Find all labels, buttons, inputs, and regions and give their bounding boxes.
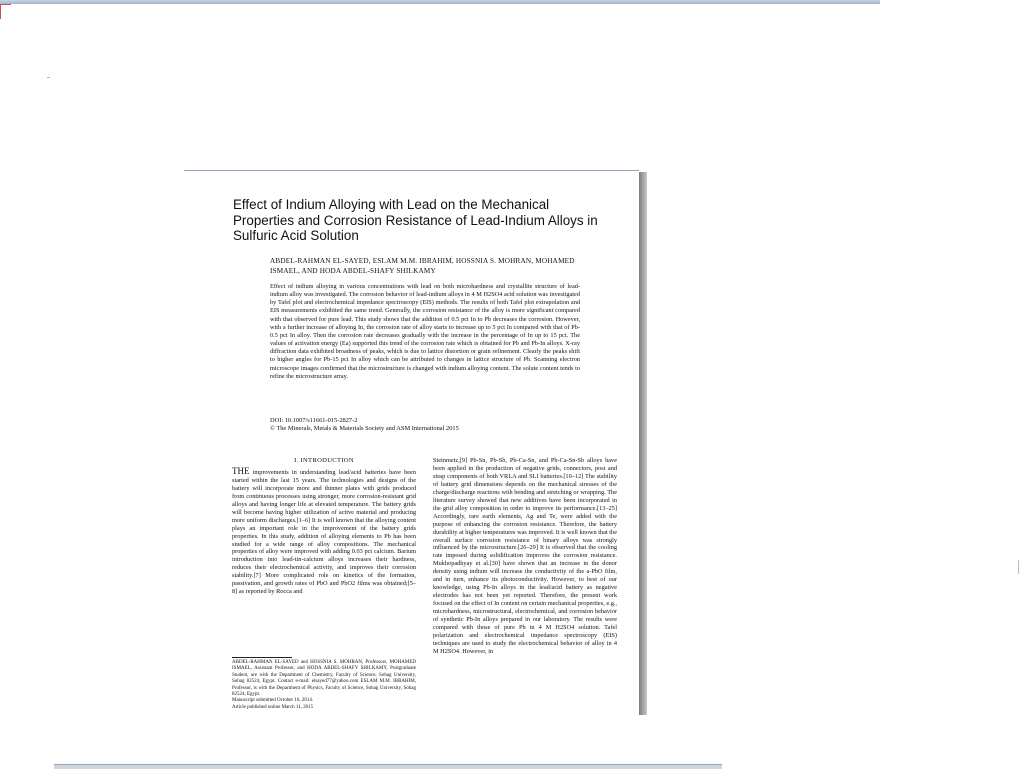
doi-block [270, 417, 590, 434]
affiliation-note: ABDEL-RAHMAN EL-SAYED and HOSSNIA S. MOHRAN, Professors, MOHAMED ISMAEL, Assistant Professor, and HODA ABDEL-SHAFY SHILKAMY, Postgraduate Student, are with the Department of Chemistry, Faculty of Science, Sohag University, Sohag 82524, Egypt. Contact e-mail: elsayed77@yahoo.com ESLAM M.M. IBRAHIM, Professor, is with the Department of Physics, Faculty of Science, Sohag University, Sohag 82524, Egypt. [232, 660, 416, 698]
right-column [433, 457, 617, 656]
viewer-bottom-scrollbar[interactable] [54, 764, 722, 769]
viewer-top-bar [0, 0, 880, 4]
dropcap: THE [232, 465, 250, 476]
left-column [232, 457, 416, 596]
paper-title: Effect of Indium Alloying with Lead on the Mechanical Properties and Corrosion Resistance of Lead-Indium Alloys in Sulfuric Acid Solution [233, 197, 598, 243]
page-shadow [639, 172, 647, 715]
section-heading: I. INTRODUCTION [294, 457, 354, 464]
doi: DOI: 10.1007/s11661-015-2827-2 [270, 417, 358, 424]
corner-mark [0, 4, 11, 19]
footnote-rule [232, 657, 292, 658]
intro-text-right: Steinmetz,[9] Pb-Sn, Pb-Sb, Pb-Ca-Sn, and Pb-Ca-Sn-Sb alloys have been applied in the production of negative grids, connectors, post and strap components of both VRLA and SLI batteries.[10–12] The stability of battery grid dimensions depends on the mechanical stresses of the charge/discharge reactions with bending and stretching or wrapping. The literature survey showed that new additives have been incorporated in the grid alloy composition in order to improve its performance.[13–25] Accordingly, rare earth elements, Ag and Te, were added with the purpose of enhancing the corrosion resistance. Therefore, the battery durability at higher temperatures was improved. It is well known that the overall surface corrosion resistance of binary alloys was strongly influenced by the microstructure.[26–29] It is observed that the cooling rate imposed during solidification improves the corrosion resistance. Mukhopadhyay et al.[30] have shown that an increase in the donor density using indium will increase the conductivity of the a-PbO film, and in turn, enhance its photoconductivity. However, to best of our knowledge, using Pb-In alloys in the lead/acid battery as negative electrodes has not been yet reported. Therefore, the present work focused on the effect of In content on certain mechanical properties, e.g., microhardness, microstructural, electrochemical, and corrosion behavior of synthetic Pb-In alloys prepared in our laboratory. The results were compared with those of pure Pb in 4 M H2SO4 solution. Tafel polarization and electrochemical impedance spectroscopy (EIS) techniques are used to study the electrochemical behavior of alloy in 4 M H2SO4. However, in [433, 457, 617, 655]
stray-mark [47, 77, 50, 78]
abstract: Effect of indium alloying in various concentrations with lead on both microhardness and crystallite structure of lead-indium alloy was investigated. The corrosion behavior of lead-indium alloys in 4 M H2SO4 acid solution was investigated by Tafel plot and electrochemical impedance spectroscopy (EIS) methods. The results of both Tafel plot extrapolation and EIS measurements exhibited the same trend. Generally, the corrosion resistance of the alloy is more significant compared with that observed for pure lead. This study shows that the addition of 0.5 pct In to Pb decreases the corrosion. However, with a further increase of alloying In, the corrosion rate of alloy starts to increase up to 5 pct In compared with that of Pb-0.5 pct In alloy. Then the corrosion rate decreases gradually with the increase in the percentage of In up to 15 pct. The values of activation energy (Ea) supported this trend of the corrosion rate which is obtained for Pb and Pb-In alloys. X-ray diffraction data exhibited broadness of peaks, which is due to lattice distortion or grain refinement. Clearly the peaks shift to higher angles for Pb-15 pct In alloy which can be attributed to changes in lattice structure of Pb. Scanning electron microscope images confirmed that the microstructure is changed with indium alloying content. The solute content tends to refine the microstructure array. [270, 283, 580, 380]
intro-paragraph-left [232, 465, 416, 596]
author-footnote [232, 660, 416, 711]
manuscript-submitted: Manuscript submitted October 16, 2014. [232, 698, 314, 704]
document-page[interactable] [184, 170, 639, 716]
scroll-tick [1018, 560, 1024, 574]
article-published: Article published online March 11, 2015 [232, 704, 314, 710]
copyright: © The Minerals, Metals & Materials Society and ASM International 2015 [270, 425, 459, 433]
author-list: ABDEL-RAHMAN EL-SAYED, ESLAM M.M. IBRAHIM, HOSSNIA S. MOHRAN, MOHAMED ISMAEL, AND HODA ABDEL-SHAFY SHILKAMY [270, 257, 575, 275]
intro-text-left: improvements in understanding lead/acid batteries have been started within the last 15 years. The technologies and designs of the battery will incorporate more and thinner plates with grids produced from continuous processes using stronger, more corrosion-resistant grid alloys and having longer life at elevated temperature. The battery grids will become having higher utilization of active material and producing more uniform discharges.[1–6] It is well known that the alloying content plays an important role in the improvement of the battery grids properties. In this study, addition of alloying elements to Pb has been studied for a wide range of alloy compositions. The mechanical properties of alloy were improved with adding 0.03 pct calcium. Barium introduction into lead-tin-calcium alloys increases their hardness, reduces their electrochemical activity, and improves their corrosion stability.[7] More complicated role on kinetics of the formation, passivation, and growth rates of PbO and PbO2 films was obtained;[5–8] as reported by Rocca and [232, 468, 416, 596]
